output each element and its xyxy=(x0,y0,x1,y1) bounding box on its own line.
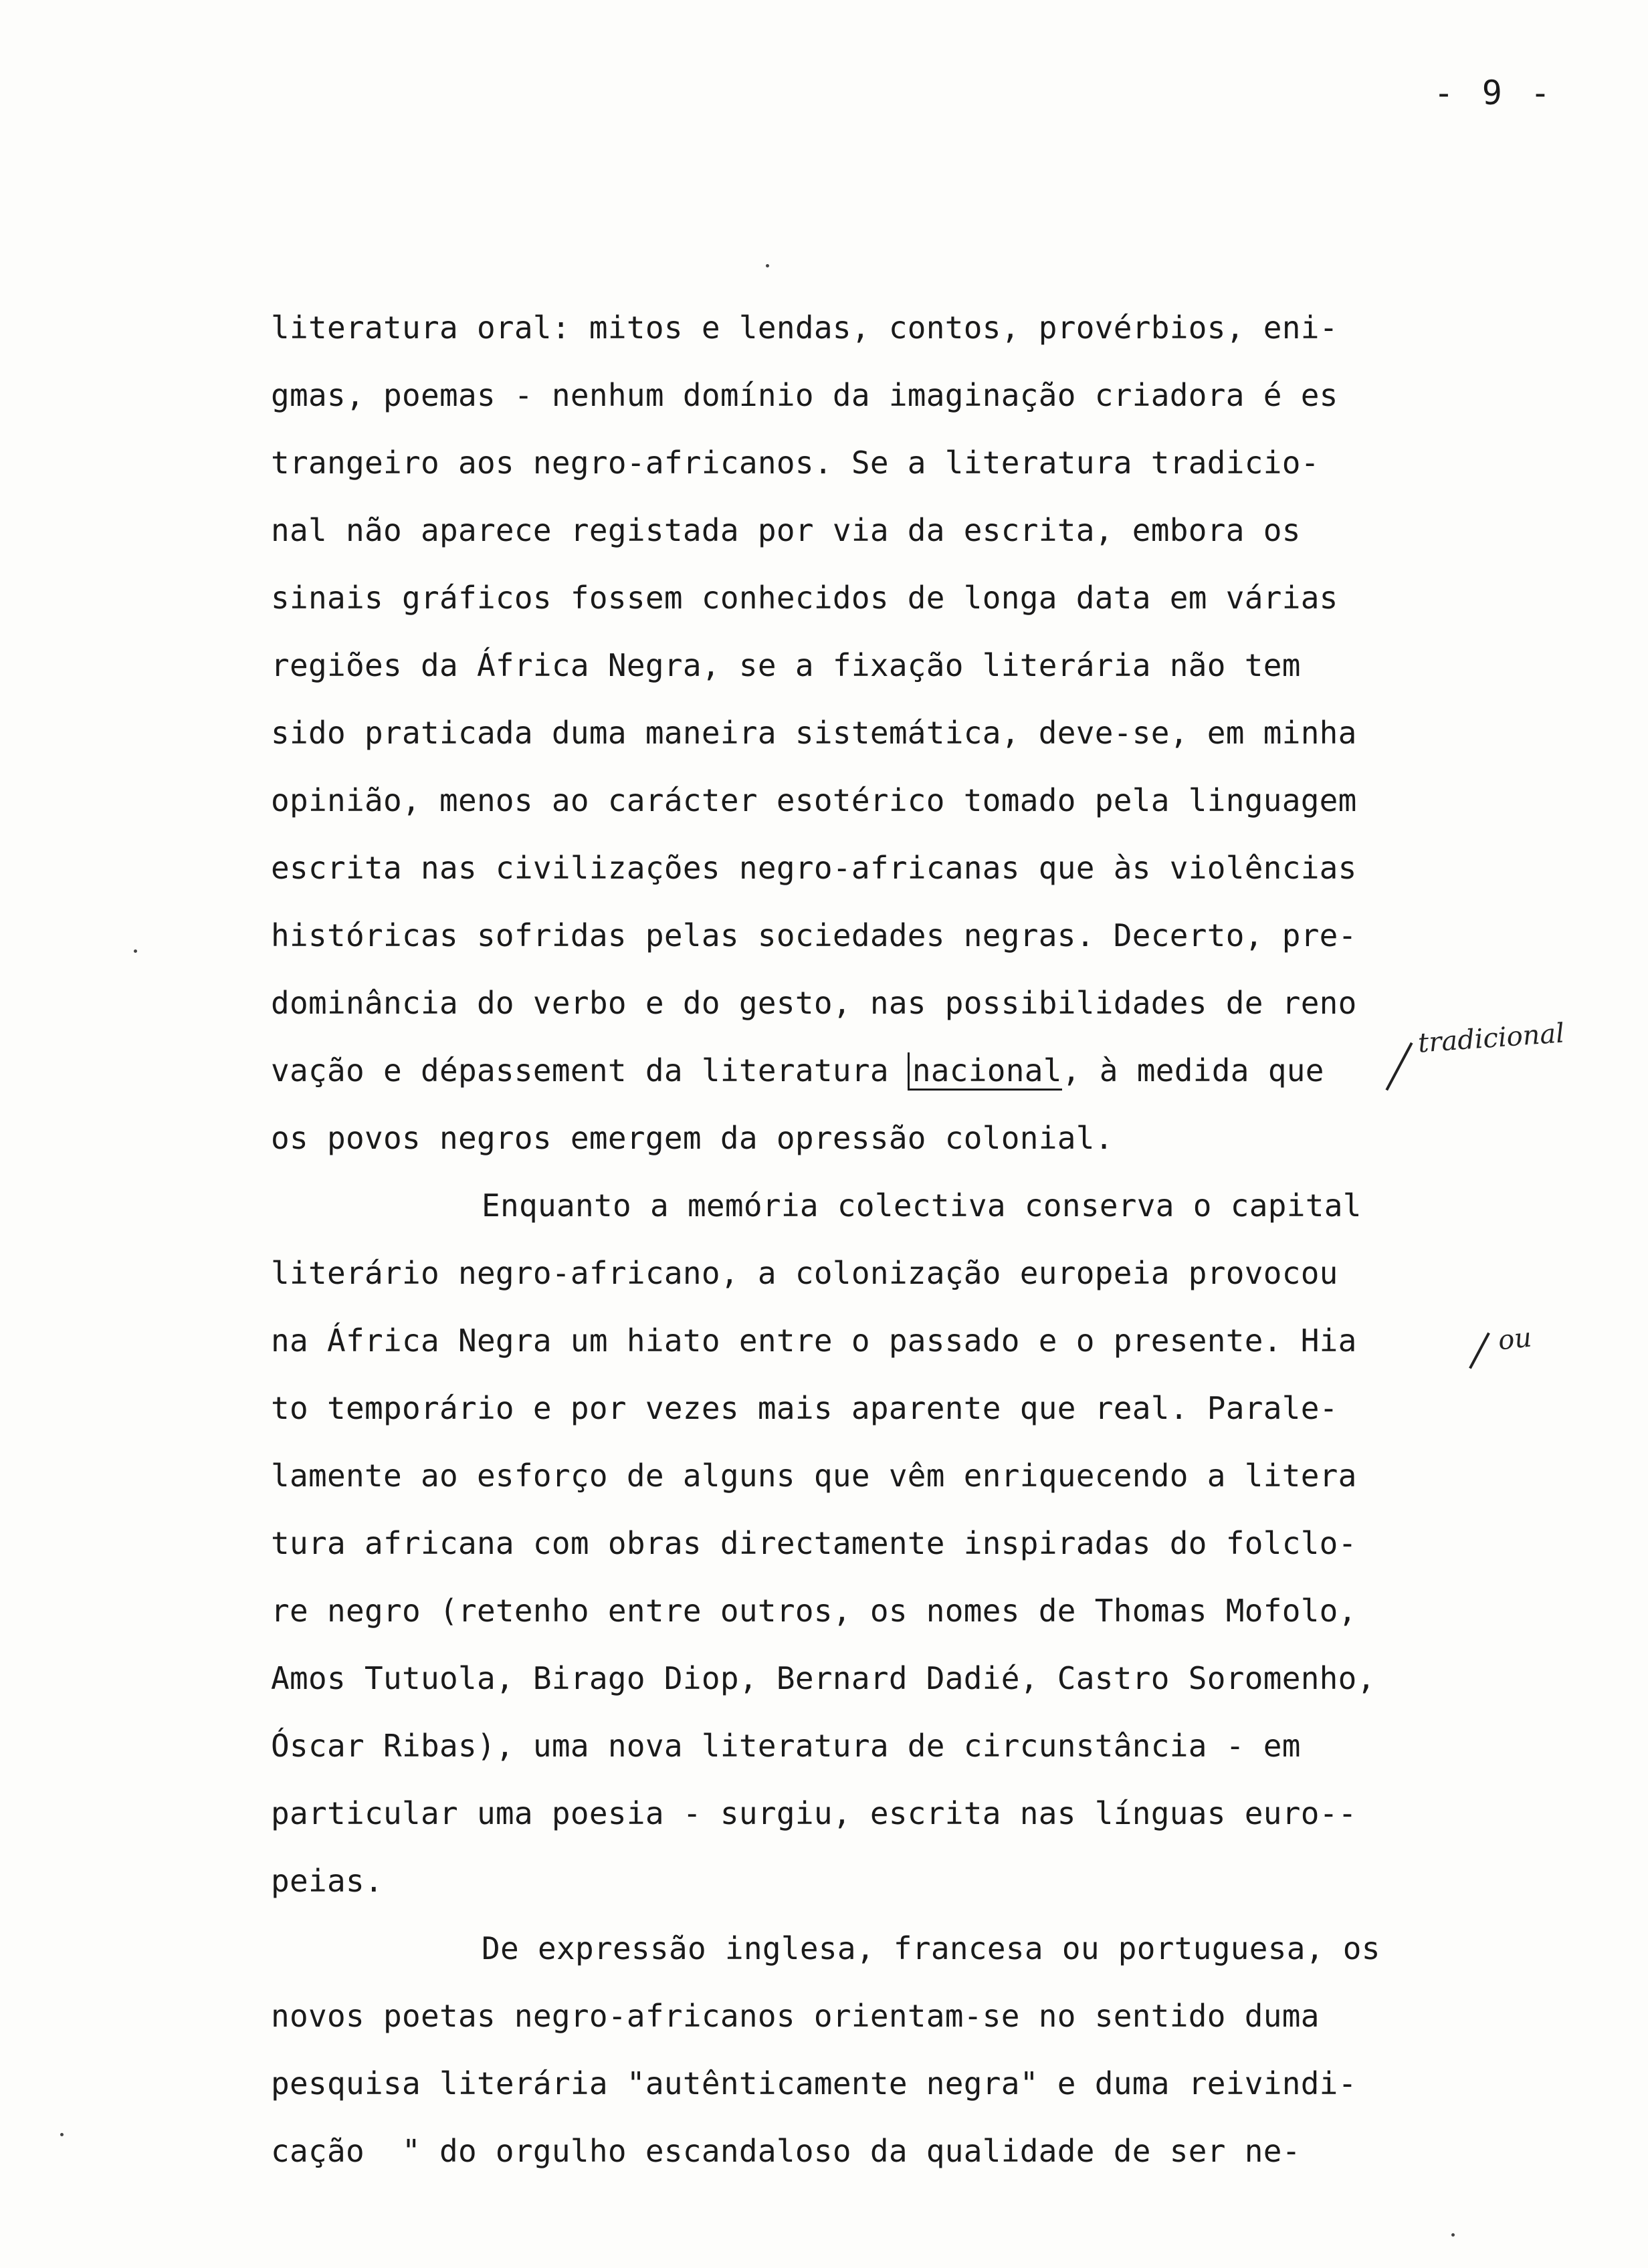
scan-speck xyxy=(766,264,769,267)
text-line: gmas, poemas - nenhum domínio da imaginação criadora é es xyxy=(271,377,1338,413)
text-line: sinais gráficos fossem conhecidos de longa data em várias xyxy=(271,580,1338,616)
text-line: Amos Tutuola, Birago Diop, Bernard Dadié, Castro Soromenho, xyxy=(271,1660,1376,1696)
text-line: novos poetas negro-africanos orientam-se no sentido duma xyxy=(271,1998,1320,2034)
text-line: Enquanto a memória colectiva conserva o capital xyxy=(482,1187,1362,1224)
text-line: literatura oral: mitos e lendas, contos, provérbios, eni- xyxy=(271,310,1338,346)
text-segment: , à medida que xyxy=(1061,1052,1324,1089)
text-line: nal não aparece registada por via da escrita, embora os xyxy=(271,512,1301,548)
text-line: os povos negros emergem da opressão colonial. xyxy=(271,1120,1114,1156)
text-line: trangeiro aos negro-africanos. Se a literatura tradicio- xyxy=(271,445,1320,481)
text-line: particular uma poesia - surgiu, escrita nas línguas euro-- xyxy=(271,1795,1357,1831)
text-line: históricas sofridas pelas sociedades negras. Decerto, pre- xyxy=(271,917,1357,953)
page-number: - 9 - xyxy=(1433,74,1554,112)
scan-speck xyxy=(134,949,137,953)
text-line: Óscar Ribas), uma nova literatura de circunstância - em xyxy=(271,1728,1301,1764)
text-line: escrita nas civilizações negro-africanas que às violências xyxy=(271,850,1357,886)
text-line: re negro (retenho entre outros, os nomes de Thomas Mofolo, xyxy=(271,1593,1357,1629)
text-line: regiões da África Negra, se a fixação literária não tem xyxy=(271,647,1301,683)
scan-speck xyxy=(1451,2233,1455,2237)
body-text xyxy=(271,294,1528,2185)
margin-note-ou: ou xyxy=(1496,1322,1534,1357)
text-line: tura africana com obras directamente inspiradas do folclo- xyxy=(271,1525,1357,1561)
text-line: to temporário e por vezes mais aparente que real. Parale- xyxy=(271,1390,1338,1426)
text-line: dominância do verbo e do gesto, nas possibilidades de reno xyxy=(271,985,1357,1021)
text-line: peias. xyxy=(271,1863,383,1899)
text-line: sido praticada duma maneira sistemática, deve-se, em minha xyxy=(271,715,1357,751)
text-line-with-correction xyxy=(271,1037,1528,1105)
scan-speck xyxy=(60,2133,64,2136)
text-line: pesquisa literária "autênticamente negra" e duma reivindi- xyxy=(271,2065,1357,2102)
margin-note-tradicional: tradicional xyxy=(1417,1018,1566,1059)
text-line: na África Negra um hiato entre o passado e o presente. Hia xyxy=(271,1323,1357,1359)
text-line: cação " do orgulho escandaloso da qualidade de ser ne- xyxy=(271,2133,1301,2169)
text-line: De expressão inglesa, francesa ou portuguesa, os xyxy=(482,1930,1380,1966)
underlined-word: nacional xyxy=(908,1052,1062,1091)
text-segment: vação e dépassement da literatura xyxy=(271,1052,908,1089)
text-line: literário negro-africano, a colonização europeia provocou xyxy=(271,1255,1338,1291)
text-line: lamente ao esforço de alguns que vêm enriquecendo a litera xyxy=(271,1458,1357,1494)
text-line: opinião, menos ao carácter esotérico tomado pela linguagem xyxy=(271,782,1357,818)
